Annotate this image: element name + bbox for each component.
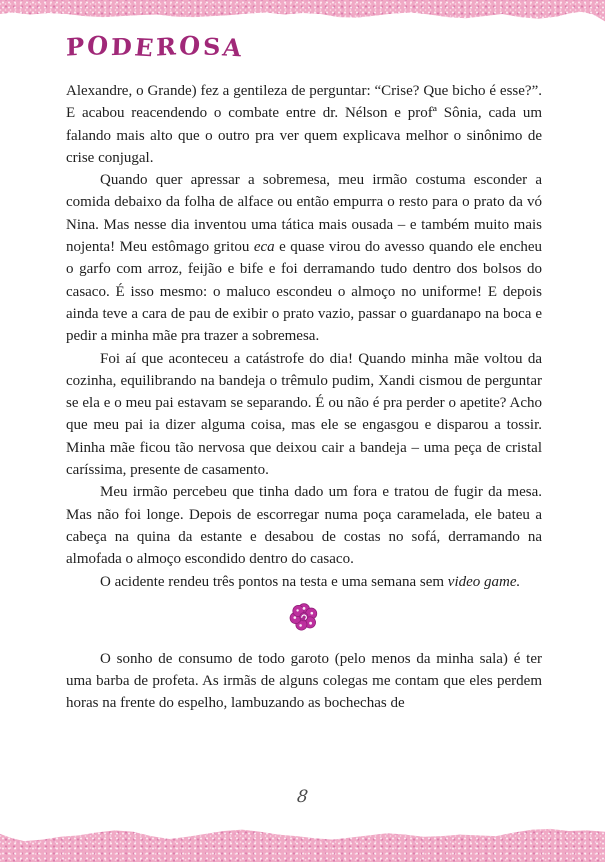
paragraph: Foi aí que aconteceu a catástrofe do dia! Quando minha mãe voltou da cozinha, equilibrando na bandeja o trêmulo pudim, Xandi cismou de perguntar se ela e o meu pai estavam se separando. É ou não é pra perder o apetite? Acho que meu pai ia dizer alguma coisa, mas ele se engasgou e disparou a tossir. Minha mãe ficou tão nervosa que deixou cair a bandeja – uma peça de cristal caríssima, presente de casamento. (66, 350, 542, 479)
paragraph: Alexandre, o Grande) fez a gentileza de perguntar: “Crise? Que bicho é esse?”. E acabou reacendendo o combate entre dr. Nélson e profª Sônia, cada um falando mais alto que o outro pra ver quem explicava melhor o sinônimo de crise conjugal. (66, 83, 542, 166)
paragraph-group-1 (66, 80, 542, 593)
paragraph: Quando quer apressar a sobremesa, meu irmão costuma esconder a comida debaixo da folha de alface ou então empurra o resto para o prato da vó Nina. Mas nesse dia inventou uma tática mais ousada – e também muito mais nojenta! Meu estômago gritou eca e quase virou do avesso quando ele encheu o garfo com arroz, feijão e bife e foi derramando tudo dentro dos bolsos do casaco. É isso mesmo: o maluco escondeu o almoço no uniforme! E depois ainda teve a cara de pau de exibir o prato vazio, passar o guardanapo na boca e pedir a minha mãe pra trazer a sobremesa. (66, 172, 542, 345)
bottom-decorative-band (0, 826, 605, 862)
page-number: 8 (296, 787, 309, 807)
paragraph: O sonho de consumo de todo garoto (pelo menos da minha sala) é ter uma barba de profeta. As irmãs de alguns colegas me contam que eles perdem horas na frente do espelho, lambuzando as bochechas de (66, 650, 542, 712)
paragraph-group-2 (66, 648, 542, 715)
flower-divider-icon (66, 602, 542, 632)
page-header-title: PODEROSA (65, 29, 247, 63)
body-text (66, 80, 542, 715)
paragraph: Meu irmão percebeu que tinha dado um fora e tratou de fugir da mesa. Mas não foi longe. Depois de escorregar numa poça caramelada, ele bateu a cabeça na quina da estante e desabou de costas no sofá, derramando na almofada o almoço escondido dentro do casaco. (66, 484, 542, 568)
paragraph: O acidente rendeu três pontos na testa e uma semana sem video game. (100, 573, 521, 590)
top-decorative-band (0, 0, 605, 26)
